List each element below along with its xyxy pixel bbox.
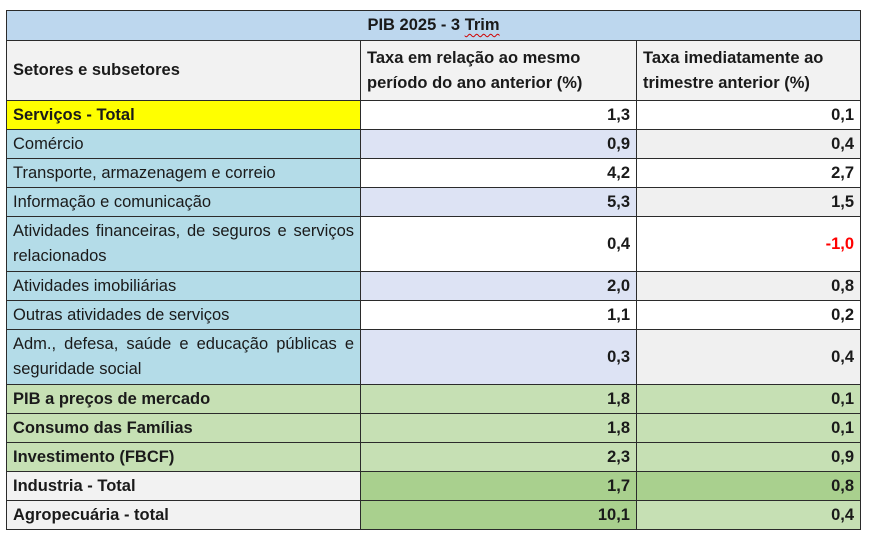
row-qoq: 0,1 (637, 101, 861, 130)
row-qoq: 0,4 (637, 330, 861, 385)
row-label: Investimento (FBCF) (7, 443, 361, 472)
row-yoy: 4,2 (361, 159, 637, 188)
row-qoq: 0,4 (637, 130, 861, 159)
table-row (7, 385, 861, 414)
header-qoq: Taxa imediatamente ao trimestre anterior (%) (637, 41, 861, 101)
row-yoy: 0,3 (361, 330, 637, 385)
table-row (7, 188, 861, 217)
row-label: Consumo das Famílias (7, 414, 361, 443)
table-title (7, 11, 861, 41)
row-qoq: 0,2 (637, 301, 861, 330)
row-yoy: 1,1 (361, 301, 637, 330)
table-row (7, 272, 861, 301)
row-yoy: 5,3 (361, 188, 637, 217)
table-row (7, 101, 861, 130)
row-label: PIB a preços de mercado (7, 385, 361, 414)
row-yoy: 2,0 (361, 272, 637, 301)
row-qoq-negative: -1,0 (637, 217, 861, 272)
row-qoq: 0,9 (637, 443, 861, 472)
row-qoq: 1,5 (637, 188, 861, 217)
row-label: Outras atividades de serviços (7, 301, 361, 330)
row-yoy: 1,7 (361, 472, 637, 501)
row-yoy: 1,8 (361, 385, 637, 414)
table-title-trim: Trim (464, 16, 500, 34)
table-row (7, 443, 861, 472)
table-row (7, 217, 861, 272)
row-yoy: 2,3 (361, 443, 637, 472)
table-row (7, 159, 861, 188)
row-label: Transporte, armazenagem e correio (7, 159, 361, 188)
row-label: Atividades imobiliárias (7, 272, 361, 301)
header-yoy: Taxa em relação ao mesmo período do ano anterior (%) (361, 41, 637, 101)
gdp-table (6, 10, 861, 530)
row-qoq: 0,4 (637, 501, 861, 530)
row-yoy: 0,9 (361, 130, 637, 159)
table-row (7, 130, 861, 159)
row-qoq: 0,1 (637, 414, 861, 443)
table-title-text: PIB 2025 - 3 (367, 16, 465, 34)
row-qoq: 0,8 (637, 272, 861, 301)
row-label: Comércio (7, 130, 361, 159)
row-yoy: 1,3 (361, 101, 637, 130)
row-yoy: 1,8 (361, 414, 637, 443)
row-qoq: 0,1 (637, 385, 861, 414)
table-row (7, 301, 861, 330)
table-row (7, 414, 861, 443)
row-yoy: 10,1 (361, 501, 637, 530)
row-yoy: 0,4 (361, 217, 637, 272)
row-label: Agropecuária - total (7, 501, 361, 530)
table-row (7, 330, 861, 385)
row-label: Atividades financeiras, de seguros e serviços relacionados (7, 217, 361, 272)
row-label: Industria - Total (7, 472, 361, 501)
row-label: Informação e comunicação (7, 188, 361, 217)
row-qoq: 0,8 (637, 472, 861, 501)
table-row (7, 472, 861, 501)
row-label: Serviços - Total (7, 101, 361, 130)
row-label: Adm., defesa, saúde e educação públicas e seguridade social (7, 330, 361, 385)
header-sector: Setores e subsetores (7, 41, 361, 101)
table-row (7, 501, 861, 530)
row-qoq: 2,7 (637, 159, 861, 188)
